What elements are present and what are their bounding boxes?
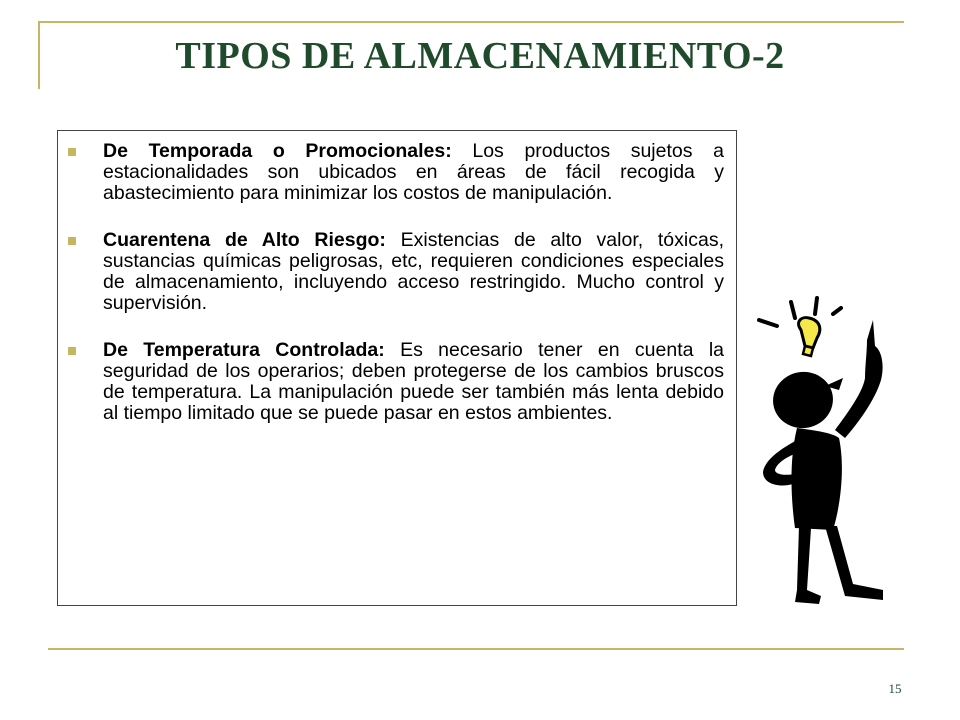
- slide-title: TIPOS DE ALMACENAMIENTO-2: [175, 35, 785, 77]
- lightbulb-icon: [799, 318, 820, 356]
- bullet-item-temporada: [58, 141, 724, 204]
- bullet-heading: Cuarentena de Alto Riesgo:: [103, 229, 401, 251]
- bullet-item-cuarentena: [58, 230, 724, 314]
- bullet-heading: De Temperatura Controlada:: [103, 339, 401, 361]
- bullet-square-icon: [68, 148, 76, 156]
- idea-stick-figure-icon: [735, 290, 935, 620]
- page-number: 15: [888, 681, 902, 696]
- bottom-rule: [48, 648, 904, 650]
- head-icon: [769, 367, 838, 433]
- bullet-square-icon: [68, 347, 76, 355]
- torso-icon: [792, 428, 842, 530]
- bullet-item-temperatura: [58, 340, 724, 424]
- left-leg-icon: [795, 526, 821, 604]
- right-leg-icon: [825, 526, 883, 600]
- content-box: [57, 130, 737, 606]
- top-rule: [38, 21, 904, 23]
- bullet-text: Existencias de alto valor, tóxicas, sustancias químicas peligrosas, etc, requieren condiciones especiales de almacenamiento, incluyendo acceso restringido. Mucho control y supervisión.: [103, 229, 724, 314]
- bullet-heading: De Temporada o Promocionales:: [103, 140, 473, 162]
- bullet-square-icon: [68, 237, 76, 245]
- bullet-text: Los productos sujetos a estacionalidades son ubicados en áreas de fácil recogida y abastecimiento para minimizar los costos de manipulación.: [103, 140, 724, 204]
- bullet-text: Es necesario tener en cuenta la seguridad de los operarios; deben protegerse de los cambios bruscos de temperatura. La manipulación puede ser también más lenta debido al tiempo limitado que se puede pasar en estos ambientes.: [103, 339, 724, 424]
